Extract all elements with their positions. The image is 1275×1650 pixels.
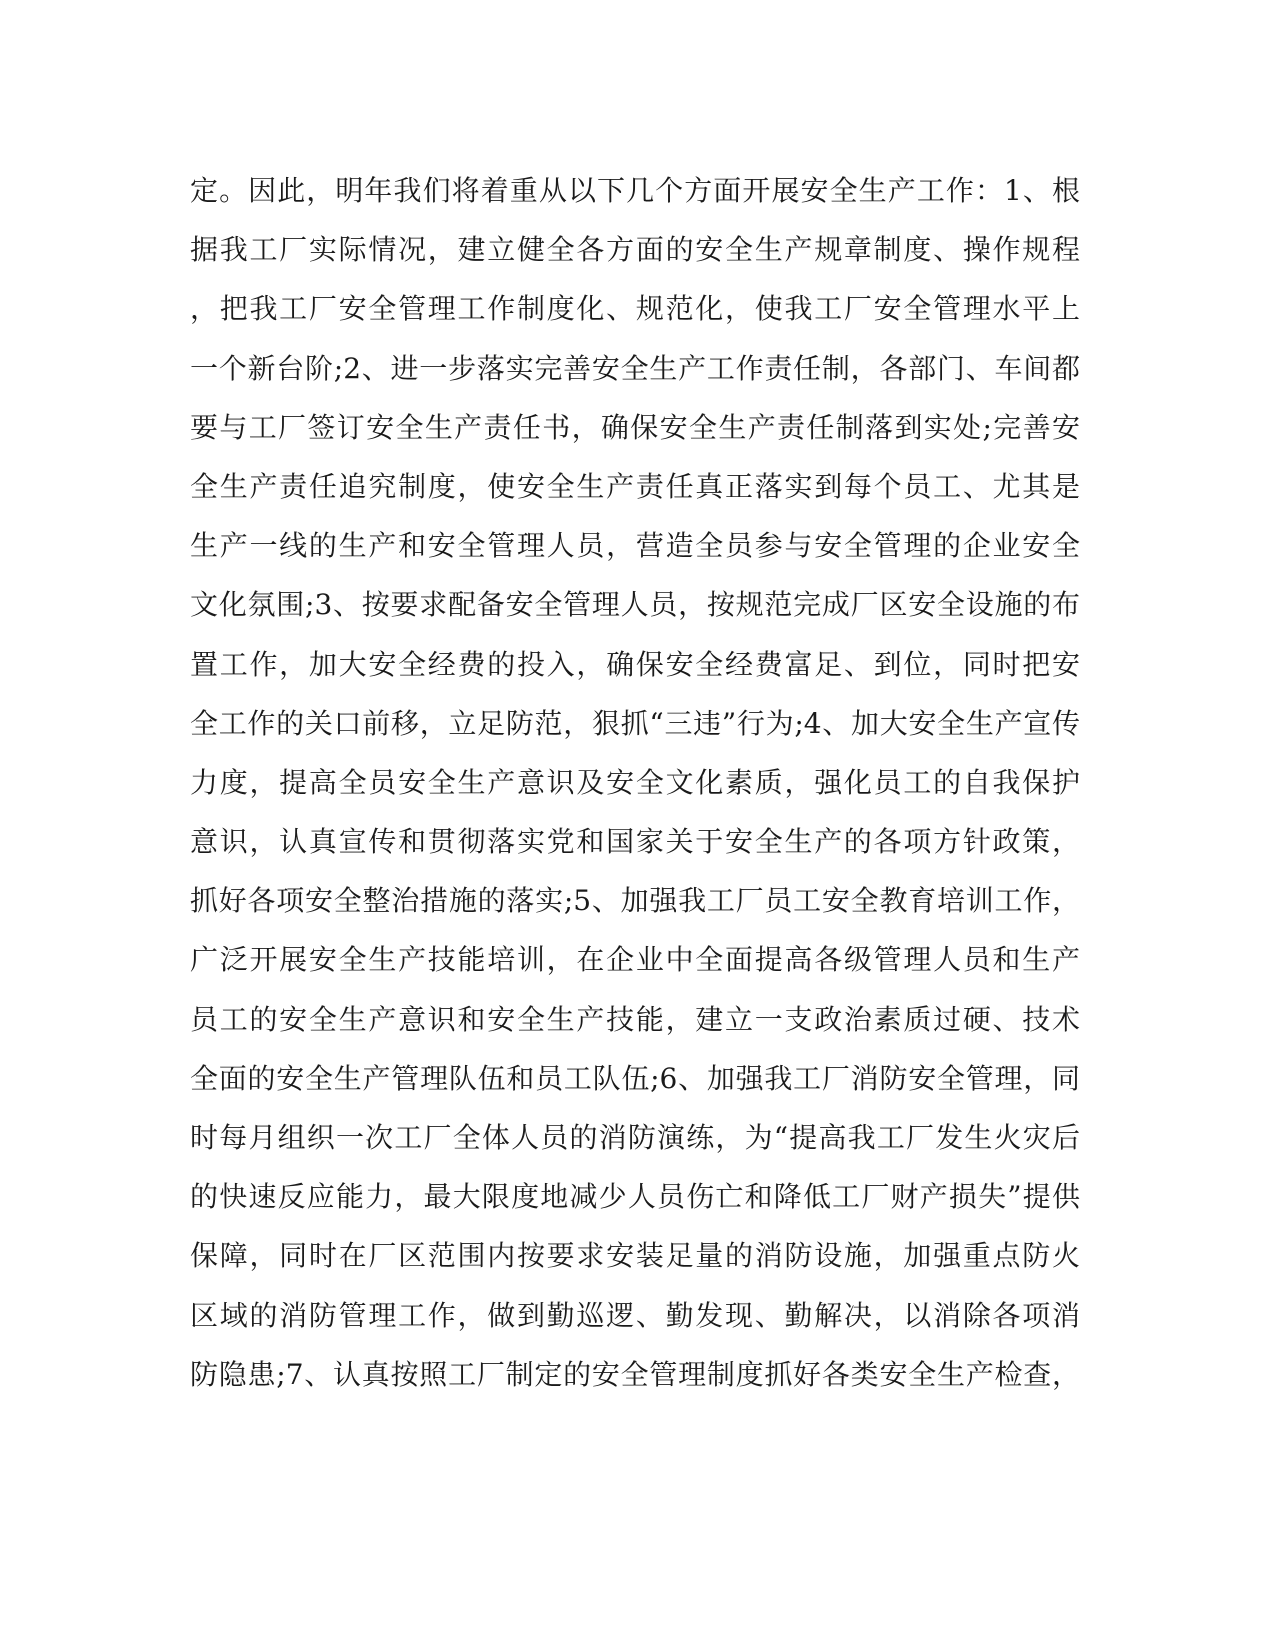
text-line-1: 定。因此，明年我们将着重从以下几个方面开展安全生产工作：1、根 [190,174,1080,207]
text-line-21: 防隐患;7、认真按照工厂制定的安全管理制度抓好各类安全生产检查， [190,1357,1080,1391]
body-paragraph [190,161,1080,1404]
text-line-14: 广泛开展安全生产技能培训，在企业中全面提高各级管理人员和生产 [190,943,1080,977]
text-line-3: ，把我工厂安全管理工作制度化、规范化，使我工厂安全管理水平上 [190,292,1080,326]
text-line-9: 置工作，加大安全经费的投入，确保安全经费富足、到位，同时把安 [190,647,1080,681]
text-line-2: 据我工厂实际情况，建立健全各方面的安全生产规章制度、操作规程 [190,233,1080,267]
text-line-5: 要与工厂签订安全生产责任书，确保安全生产责任制落到实处;完善安 [190,410,1080,444]
text-line-8: 文化氛围;3、按要求配备安全管理人员，按规范完成厂区安全设施的布 [190,588,1080,622]
text-line-20: 区域的消防管理工作，做到勤巡逻、勤发现、勤解决，以消除各项消 [190,1298,1080,1332]
text-line-6: 全生产责任追究制度，使安全生产责任真正落实到每个员工、尤其是 [190,469,1080,503]
text-line-11: 力度，提高全员安全生产意识及安全文化素质，强化员工的自我保护 [190,765,1080,799]
text-line-15: 员工的安全生产意识和安全生产技能，建立一支政治素质过硬、技术 [190,1002,1080,1036]
text-line-10: 全工作的关口前移，立足防范，狠抓“三违”行为;4、加大安全生产宣传 [190,706,1080,740]
text-line-4: 一个新台阶;2、进一步落实完善安全生产工作责任制，各部门、车间都 [190,351,1080,385]
text-line-18: 的快速反应能力，最大限度地减少人员伤亡和降低工厂财产损失”提供 [190,1180,1080,1214]
text-line-13: 抓好各项安全整治措施的落实;5、加强我工厂员工安全教育培训工作， [190,884,1080,918]
text-line-7: 生产一线的生产和安全管理人员，营造全员参与安全管理的企业安全 [190,529,1080,563]
text-line-19: 保障，同时在厂区范围内按要求安装足量的消防设施，加强重点防火 [190,1239,1080,1273]
text-line-17: 时每月组织一次工厂全体人员的消防演练，为“提高我工厂发生火灾后 [190,1121,1080,1154]
text-line-12: 意识，认真宣传和贯彻落实党和国家关于安全生产的各项方针政策， [190,825,1080,859]
text-line-16: 全面的安全生产管理队伍和员工队伍;6、加强我工厂消防安全管理，同 [190,1061,1080,1095]
